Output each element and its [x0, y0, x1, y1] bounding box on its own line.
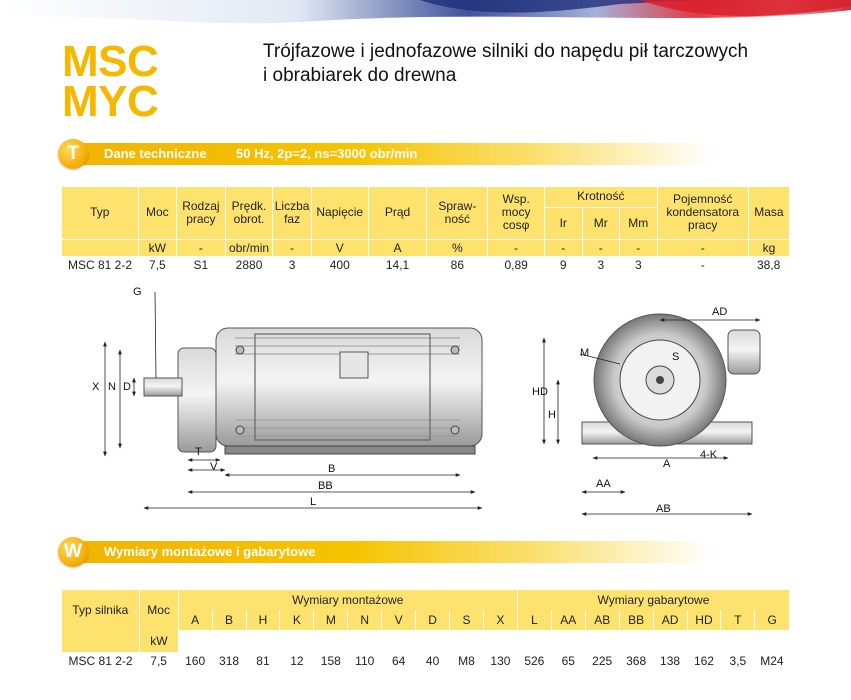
dims-cell: 160 [185, 654, 206, 668]
dims-cell: 81 [256, 654, 270, 668]
tech-header-sprawnosc: Spraw-ność [427, 187, 488, 239]
dims-unit-kw: kW [139, 630, 178, 652]
tech-cell: 3 [620, 256, 658, 274]
label-ab: AB [656, 503, 671, 515]
dims-cell: M24 [760, 654, 784, 668]
dims-col-header: X [483, 610, 517, 630]
tech-section-bar [62, 143, 712, 165]
table-row [62, 652, 789, 670]
dims-cell: MSC 81 2-2 [68, 654, 133, 668]
dims-col-header: AA [551, 610, 585, 630]
dims-cell: 318 [219, 654, 240, 668]
dims-col-header: HD [687, 610, 721, 630]
dims-col-header: B [212, 610, 246, 630]
dims-cell: 12 [290, 654, 304, 668]
dims-cell: 225 [592, 654, 613, 668]
tech-cell: 3 [273, 256, 312, 274]
dims-col-header: AD [653, 610, 687, 630]
tech-cell: 9 [545, 256, 583, 274]
dims-col-header: N [348, 610, 382, 630]
tech-badge-icon: T [58, 139, 88, 169]
tech-unit: kg [748, 239, 789, 256]
tech-unit: kW [138, 239, 177, 256]
dims-cell: 40 [425, 654, 440, 668]
label-m: M [580, 347, 590, 359]
tech-unit: - [177, 239, 226, 256]
page-title [263, 40, 748, 88]
label-t: T [195, 446, 202, 458]
dims-cell: 7,5 [150, 654, 167, 668]
dims-cell: 65 [561, 654, 575, 668]
tech-cell: S1 [177, 256, 226, 274]
label-bb: BB [318, 480, 333, 492]
tech-header-prad: Prąd [368, 187, 427, 239]
tech-unit: - [657, 239, 748, 256]
dims-col-header: H [246, 610, 280, 630]
dims-header-typ: Typ silnika [62, 590, 139, 630]
tech-cell: 400 [311, 256, 368, 274]
label-b: B [328, 463, 336, 475]
tech-cell: 14,1 [368, 256, 427, 274]
dims-cell: 3,5 [729, 654, 747, 668]
label-v: V [210, 461, 218, 473]
label-s: S [672, 351, 680, 363]
dims-col-header: BB [619, 610, 653, 630]
header-decoration [0, 0, 851, 34]
dims-header-moc: Moc [139, 590, 178, 630]
tech-unit: - [273, 239, 312, 256]
tech-table [62, 187, 789, 274]
label-aa: AA [596, 478, 611, 490]
tech-unit: - [582, 239, 620, 256]
dims-table [62, 590, 789, 670]
tech-section-title: Dane techniczne [104, 146, 207, 161]
tech-cell: 86 [427, 256, 488, 274]
dims-cell: 162 [693, 654, 714, 668]
label-x: X [92, 381, 100, 393]
dims-cell: 368 [626, 654, 647, 668]
dims-badge-icon: W [58, 537, 88, 567]
dims-header-gabaryt: Wymiary gabarytowe [517, 590, 789, 610]
dims-col-header: T [721, 610, 755, 630]
tech-cell: 38,8 [748, 256, 789, 274]
tech-cell: 3 [582, 256, 620, 274]
dims-cell: 138 [660, 654, 681, 668]
tech-header-pojemnosc: Pojemność kondensatora pracy [657, 187, 748, 239]
tech-header-krotnosc: Krotność [545, 187, 658, 207]
dims-col-header: AB [585, 610, 619, 630]
tech-unit [62, 239, 138, 256]
tech-header-rodzaj: Rodzaj pracy [177, 187, 226, 239]
dims-section-bar [62, 541, 712, 563]
side-view [144, 328, 482, 454]
dims-unit-empty [62, 630, 139, 652]
tech-unit: obr/min [225, 239, 273, 256]
label-h: H [548, 409, 556, 421]
tech-unit: A [368, 239, 427, 256]
tech-unit: - [545, 239, 583, 256]
tech-unit: - [620, 239, 658, 256]
dims-cell: 110 [355, 654, 375, 668]
label-g: G [133, 286, 142, 298]
tech-header-masa: Masa [748, 187, 789, 239]
dims-cell: 64 [391, 654, 406, 668]
label-d: D [123, 381, 131, 393]
tech-cell: 2880 [225, 256, 273, 274]
dims-col-header: S [450, 610, 484, 630]
dims-cell: 158 [320, 654, 341, 668]
tech-header-ir: Ir [545, 207, 583, 239]
label-n: N [108, 381, 116, 393]
dims-col-header: G [755, 610, 789, 630]
dims-col-header: K [280, 610, 314, 630]
label-a: A [663, 458, 671, 470]
tech-cell: 7,5 [138, 256, 177, 274]
label-l: L [310, 496, 317, 508]
dims-section-title: Wymiary montażowe i gabarytowe [104, 544, 316, 559]
tech-header-mr: Mr [582, 207, 620, 239]
tech-header-predkosc: Prędk. obrot. [225, 187, 273, 239]
tech-section-subtitle: 50 Hz, 2p=2, ns=3000 obr/min [236, 146, 418, 161]
dims-cell: 130 [490, 654, 511, 668]
label-ad: AD [712, 306, 728, 318]
model-title-myc: MYC [62, 77, 159, 126]
front-view [582, 314, 760, 446]
dims-col-header: M [314, 610, 348, 630]
tech-units-row [62, 239, 789, 256]
page-title-line2: i obrabiarek do drewna [263, 65, 457, 86]
dims-cell: M8 [458, 654, 475, 668]
dims-col-header: L [517, 610, 551, 630]
tech-cell: - [657, 256, 748, 274]
tech-header-mm: Mm [620, 207, 658, 239]
dims-cell: 526 [524, 654, 545, 668]
label-4k: 4-K [700, 449, 718, 461]
tech-header-liczba-faz: Liczba faz [273, 187, 312, 239]
tech-cell: MSC 81 2-2 [62, 256, 138, 274]
tech-unit: V [311, 239, 368, 256]
tech-header-moc: Moc [138, 187, 177, 239]
tech-header-wsp-mocy: Wsp. mocy cosφ [488, 187, 545, 239]
table-row [62, 256, 789, 274]
dims-unit-spacer [178, 630, 789, 652]
dims-col-header: D [416, 610, 450, 630]
tech-unit: - [488, 239, 545, 256]
tech-header-napiecie: Napięcie [311, 187, 368, 239]
motor-drawing [60, 280, 780, 518]
tech-cell: 0,89 [488, 256, 545, 274]
tech-header-typ: Typ [62, 187, 138, 239]
model-title-msc: MSC [62, 37, 159, 86]
tech-unit: % [427, 239, 488, 256]
dims-col-header: V [382, 610, 416, 630]
page-title-line1: Trójfazowe i jednofazowe silniki do napędu pił tarczowych [263, 41, 749, 62]
label-hd: HD [532, 386, 548, 398]
dims-header-montaz: Wymiary montażowe [178, 590, 517, 610]
dims-col-header: A [178, 610, 212, 630]
